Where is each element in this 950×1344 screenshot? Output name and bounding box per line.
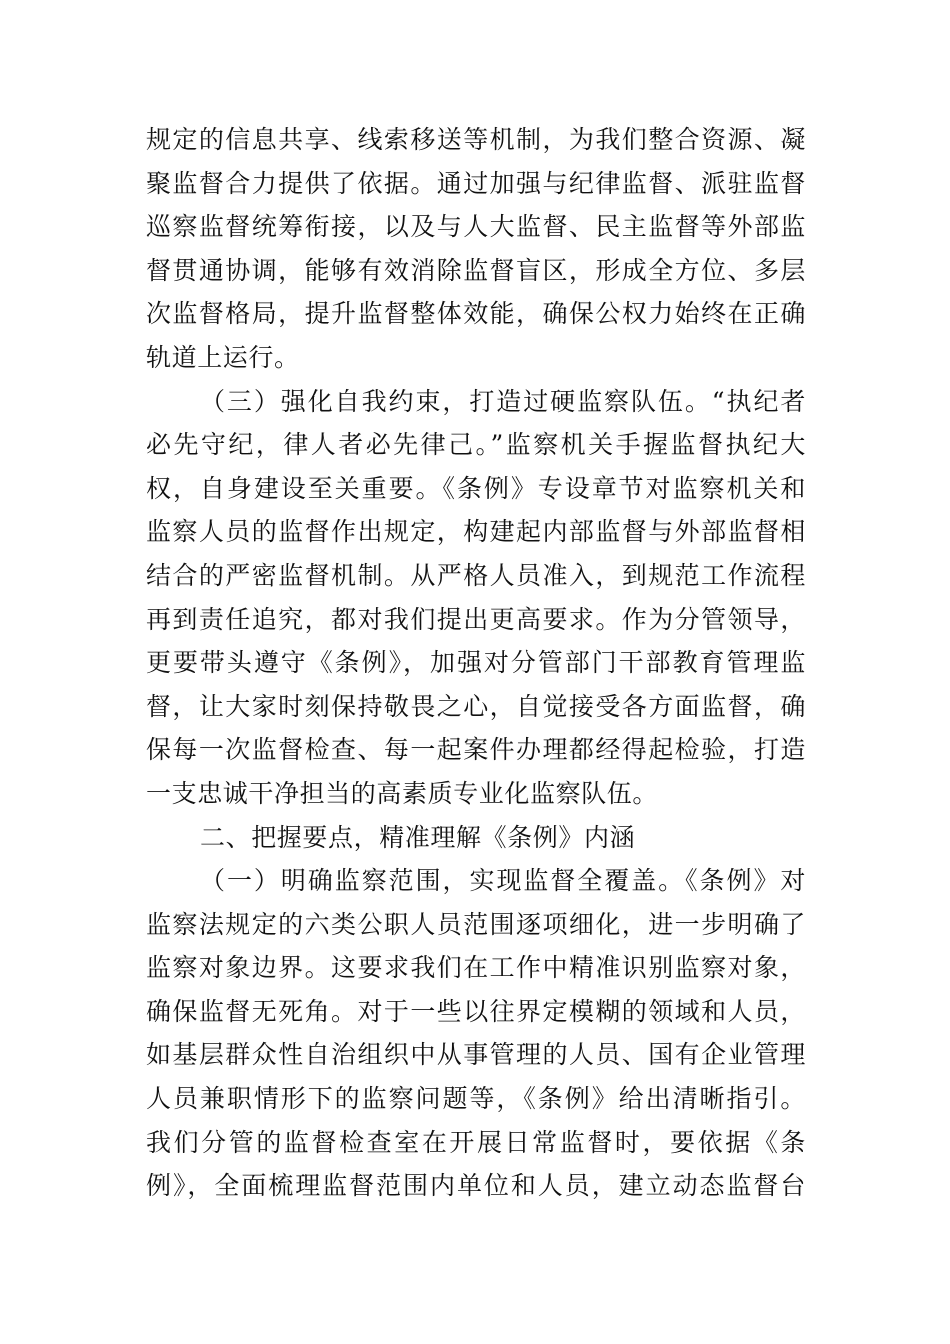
text-line: 二、把握要点，精准理解《条例》内涵 (200, 822, 636, 852)
text-line: 督贯通协调，能够有效消除监督盲区，形成全方位、多层 (146, 255, 806, 285)
text-line: （三）强化自我约束，打造过硬监察队伍。“执纪者 (200, 386, 806, 416)
text-line: （一）明确监察范围，实现监督全覆盖。《条例》对 (200, 866, 806, 896)
text-line: 再到责任追究，都对我们提出更高要求。作为分管领导， (146, 604, 806, 634)
text-line: 轨道上运行。 (146, 342, 300, 372)
text-line: 更要带头遵守《条例》，加强对分管部门干部教育管理监 (146, 648, 806, 678)
document-body (146, 118, 806, 1208)
text-line: 巡察监督统筹衔接，以及与人大监督、民主监督等外部监 (146, 212, 806, 242)
text-line: 监察对象边界。这要求我们在工作中精准识别监察对象， (146, 953, 806, 983)
text-line: 次监督格局，提升监督整体效能，确保公权力始终在正确 (146, 299, 806, 329)
text-line: 我们分管的监督检查室在开展日常监督时，要依据《条 (146, 1127, 806, 1157)
text-line: 例》，全面梳理监督范围内单位和人员，建立动态监督台 (146, 1171, 806, 1201)
text-line: 如基层群众性自治组织中从事管理的人员、国有企业管理 (146, 1040, 806, 1070)
text-line: 规定的信息共享、线索移送等机制，为我们整合资源、凝 (146, 125, 806, 154)
text-line: 必先守纪，律人者必先律己。”监察机关手握监督执纪大 (146, 430, 806, 460)
text-line: 保每一次监督检查、每一起案件办理都经得起检验，打造 (146, 735, 806, 765)
text-line: 结合的严密监督机制。从严格人员准入，到规范工作流程 (146, 560, 806, 590)
text-line: 人员兼职情形下的监察问题等，《条例》给出清晰指引。 (146, 1084, 806, 1114)
text-line: 督，让大家时刻保持敬畏之心，自觉接受各方面监督，确 (146, 691, 806, 721)
text-line: 权，自身建设至关重要。《条例》专设章节对监察机关和 (146, 473, 806, 503)
text-line: 聚监督合力提供了依据。通过加强与纪律监督、派驻监督 (146, 168, 806, 198)
text-line: 监察法规定的六类公职人员范围逐项细化，进一步明确了 (146, 909, 806, 939)
text-line: 监察人员的监督作出规定，构建起内部监督与外部监督相 (146, 517, 806, 547)
text-line: 一支忠诚干净担当的高素质专业化监察队伍。 (146, 778, 659, 808)
text-line: 确保监督无死角。对于一些以往界定模糊的领域和人员， (146, 996, 806, 1026)
